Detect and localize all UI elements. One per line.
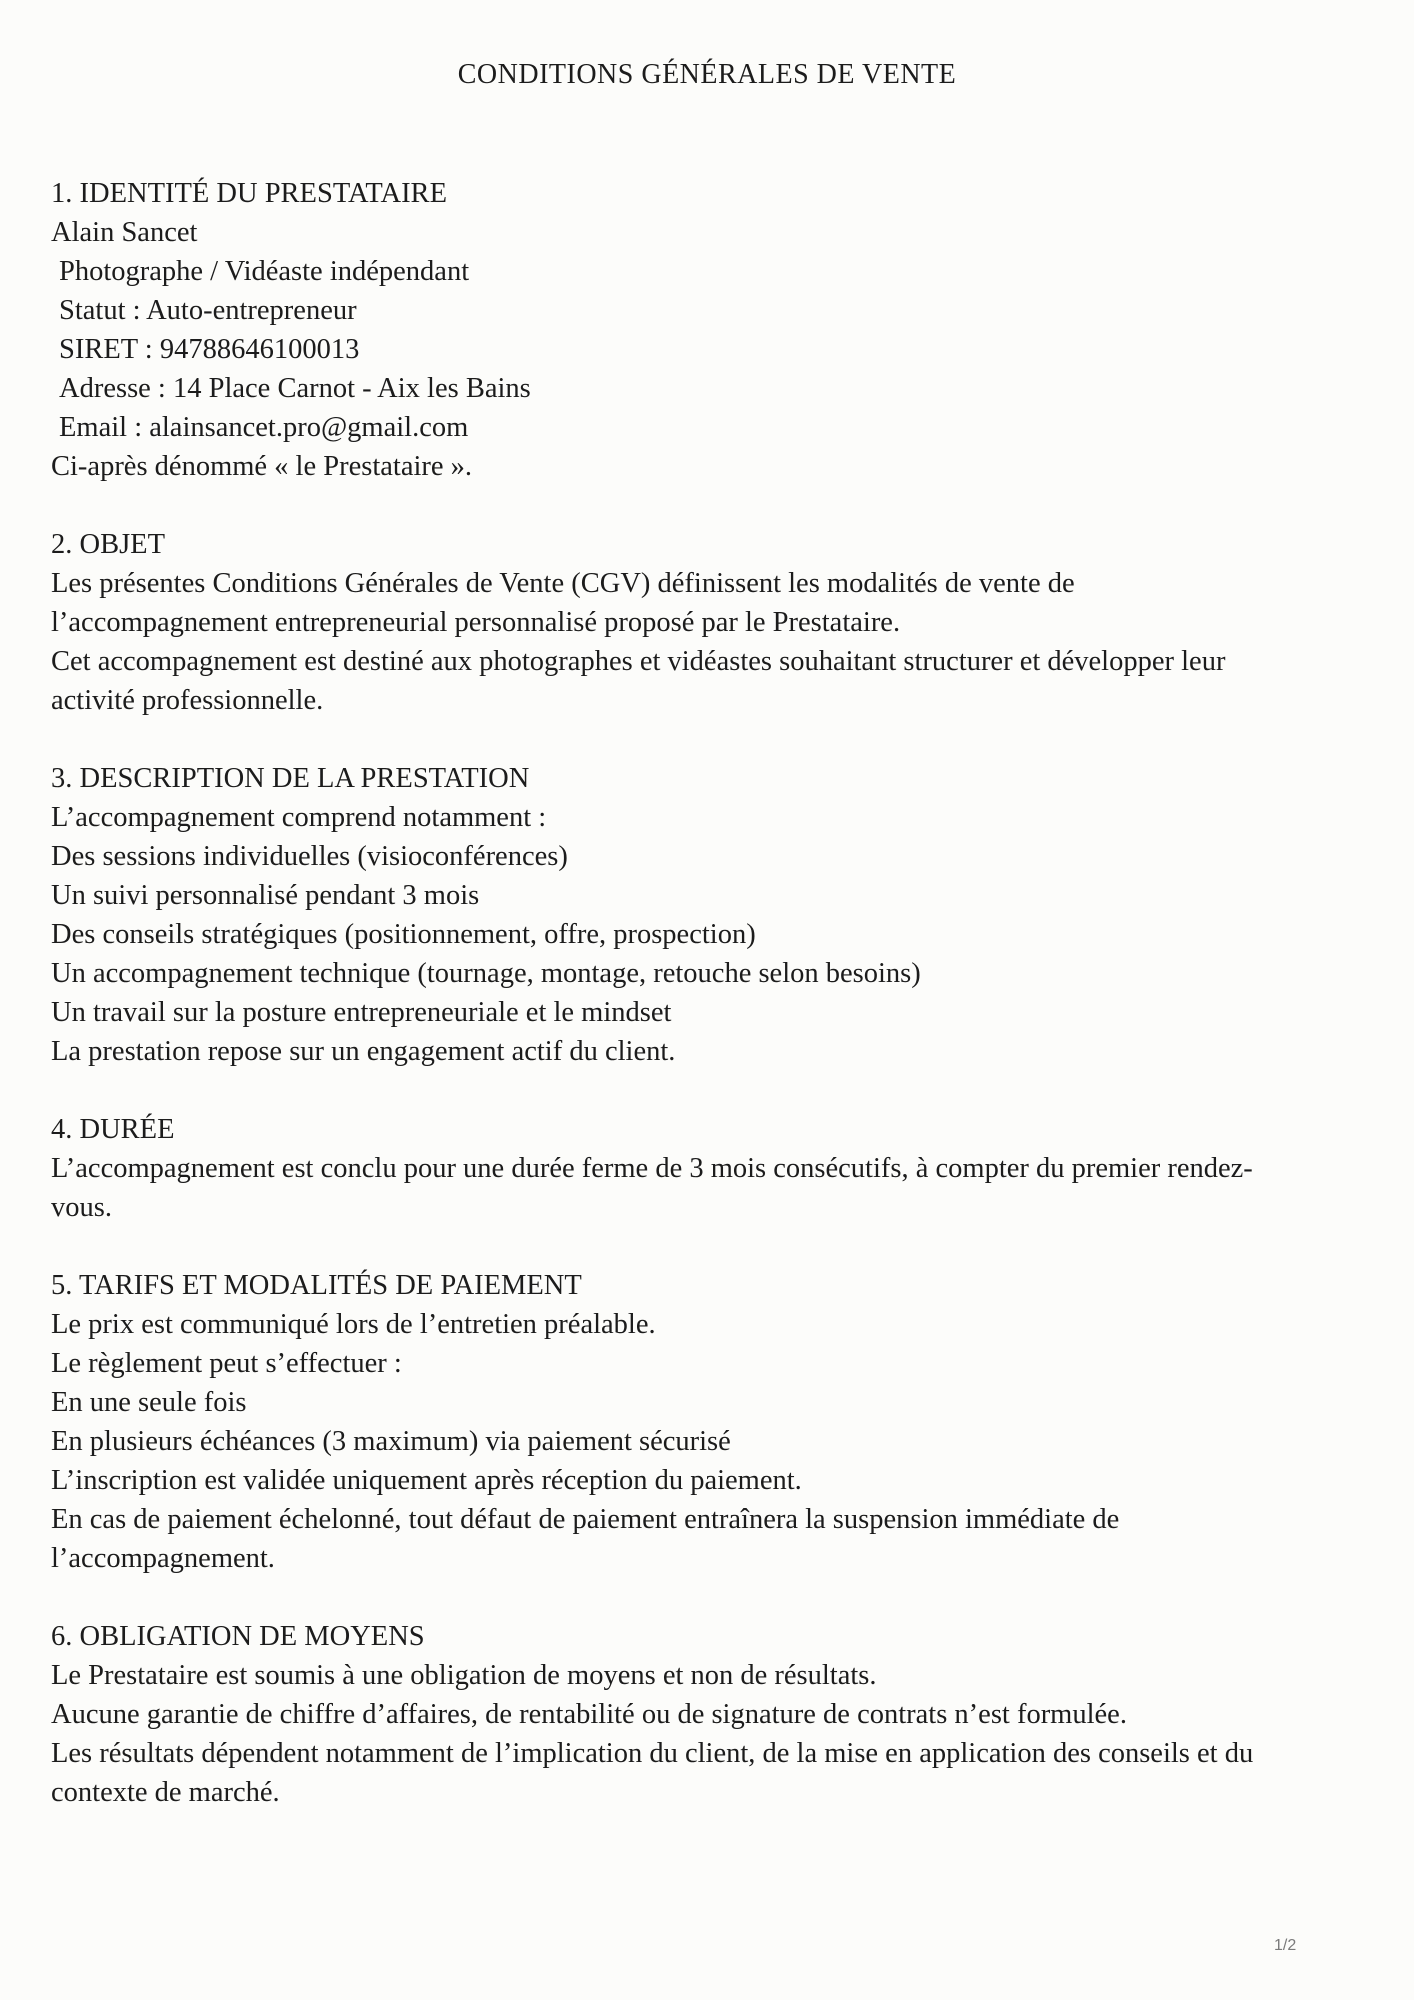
section-description [51, 759, 1341, 1071]
paragraph-line: L’accompagnement est conclu pour une durée ferme de 3 mois consécutifs, à compter du premier rendez- [51, 1153, 1253, 1184]
list-item: Un suivi personnalisé pendant 3 mois [51, 880, 480, 911]
provider-designation: Ci-après dénommé « le Prestataire ». [51, 451, 473, 482]
page-number: 1/2 [1274, 1937, 1297, 1954]
paragraph-line: L’accompagnement comprend notamment : [51, 802, 547, 833]
paragraph-line: Les résultats dépendent notamment de l’implication du client, de la mise en application des conseils et du [51, 1738, 1254, 1769]
provider-profession: Photographe / Vidéaste indépendant [59, 256, 470, 287]
section-spacer [51, 1071, 1341, 1110]
section-object [51, 525, 1341, 720]
paragraph-line: l’accompagnement. [51, 1543, 275, 1574]
section-heading: 6. OBLIGATION DE MOYENS [51, 1621, 425, 1652]
section-pricing [51, 1266, 1341, 1578]
section-heading: 2. OBJET [51, 529, 165, 560]
paragraph-line: La prestation repose sur un engagement actif du client. [51, 1036, 676, 1067]
document-body [51, 174, 1341, 1812]
paragraph-line: Cet accompagnement est destiné aux photographes et vidéastes souhaitant structurer et développer leur [51, 646, 1226, 677]
list-item: Un travail sur la posture entrepreneuriale et le mindset [51, 997, 672, 1028]
section-heading: 5. TARIFS ET MODALITÉS DE PAIEMENT [51, 1270, 582, 1301]
section-spacer [51, 1578, 1341, 1617]
paragraph-line: Le règlement peut s’effectuer : [51, 1348, 402, 1379]
paragraph-line: Aucune garantie de chiffre d’affaires, de rentabilité ou de signature de contrats n’est formulée. [51, 1699, 1127, 1730]
paragraph-line: Le Prestataire est soumis à une obligation de moyens et non de résultats. [51, 1660, 877, 1691]
section-obligation [51, 1617, 1341, 1812]
provider-siret: SIRET : 94788646100013 [59, 334, 360, 365]
section-heading: 1. IDENTITÉ DU PRESTATAIRE [51, 178, 447, 209]
list-item: En plusieurs échéances (3 maximum) via paiement sécurisé [51, 1426, 731, 1457]
list-item: En une seule fois [51, 1387, 247, 1418]
paragraph-line: En cas de paiement échelonné, tout défaut de paiement entraînera la suspension immédiate de [51, 1504, 1120, 1535]
section-spacer [51, 1227, 1341, 1266]
page-title: CONDITIONS GÉNÉRALES DE VENTE [457, 59, 957, 90]
section-spacer [51, 486, 1341, 525]
paragraph-line: contexte de marché. [51, 1777, 280, 1808]
section-duration [51, 1110, 1341, 1227]
section-spacer [51, 720, 1341, 759]
list-item: Un accompagnement technique (tournage, montage, retouche selon besoins) [51, 958, 921, 989]
provider-status: Statut : Auto-entrepreneur [59, 295, 357, 326]
provider-address: Adresse : 14 Place Carnot - Aix les Bains [59, 373, 531, 404]
provider-email: Email : alainsancet.pro@gmail.com [59, 412, 469, 443]
section-heading: 4. DURÉE [51, 1114, 175, 1145]
section-identity [51, 174, 1341, 486]
paragraph-line: l’accompagnement entrepreneurial personnalisé proposé par le Prestataire. [51, 607, 901, 638]
provider-name: Alain Sancet [51, 217, 198, 248]
list-item: Des sessions individuelles (visioconférences) [51, 841, 568, 872]
paragraph-line: Le prix est communiqué lors de l’entretien préalable. [51, 1309, 656, 1340]
paragraph-line: vous. [51, 1192, 112, 1223]
paragraph-line: activité professionnelle. [51, 685, 324, 716]
list-item: Des conseils stratégiques (positionnement, offre, prospection) [51, 919, 756, 950]
paragraph-line: Les présentes Conditions Générales de Vente (CGV) définissent les modalités de vente de [51, 568, 1075, 599]
section-heading: 3. DESCRIPTION DE LA PRESTATION [51, 763, 530, 794]
paragraph-line: L’inscription est validée uniquement après réception du paiement. [51, 1465, 802, 1496]
